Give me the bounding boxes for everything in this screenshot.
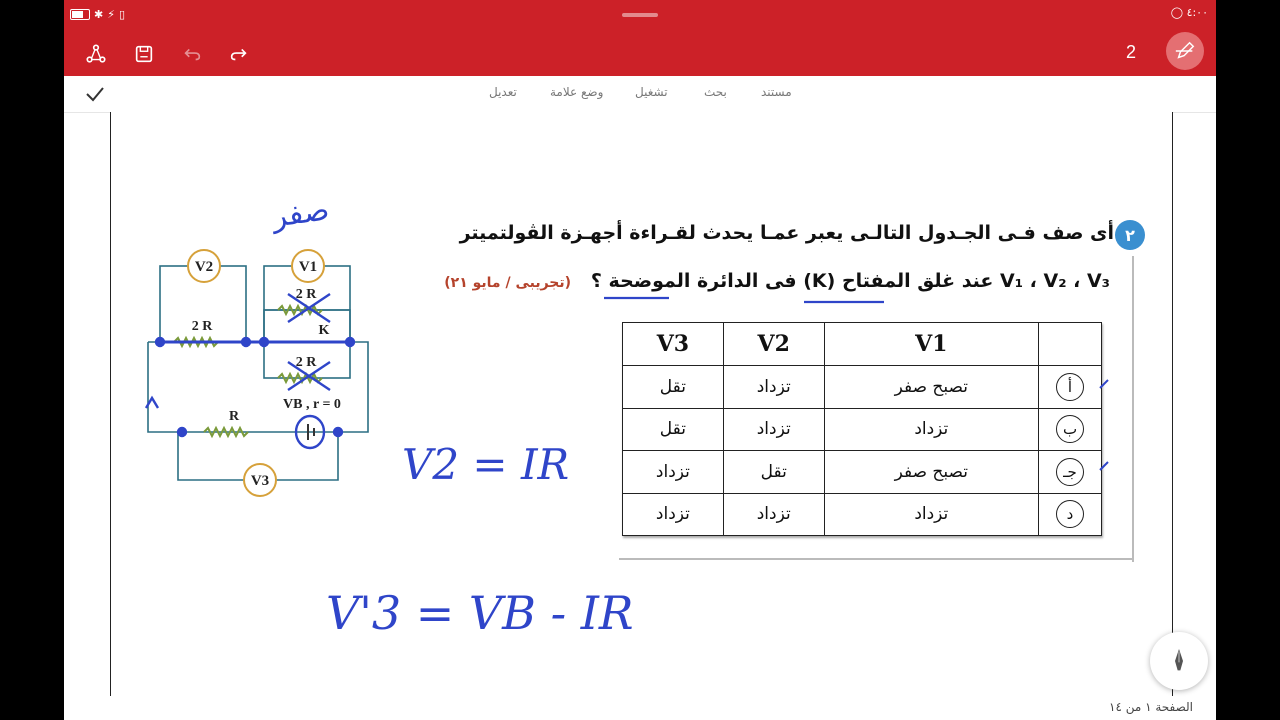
voltmeter-v3-label: V3 (250, 473, 270, 489)
table-cell: تزداد (623, 451, 724, 494)
battery-label: VB , r = 0 (283, 397, 341, 412)
handwritten-equation-2: V'3 = VB - IR (326, 586, 634, 640)
answer-table (622, 322, 1102, 536)
pen-tool-button[interactable] (1166, 32, 1204, 70)
table-header-v2: V2 (723, 323, 824, 366)
table-header-row (623, 323, 1102, 366)
annotation-pen-button[interactable] (1150, 632, 1208, 690)
done-check-icon[interactable] (84, 84, 106, 104)
voltmeter-v1-label: V1 (298, 259, 318, 275)
table-header-v3: V3 (623, 323, 724, 366)
drag-handle[interactable] (622, 13, 658, 17)
table-cell: تزداد (623, 493, 724, 536)
switch-k-label: K (318, 323, 330, 338)
resistor-2r-mid-label: 2 R (295, 355, 317, 370)
table-row[interactable] (623, 493, 1102, 536)
whatsapp-icon: ◯ (1170, 6, 1184, 19)
status-clock: ◯ ٤:٠٠ (1170, 6, 1208, 19)
menu-mark[interactable]: وضع علامة (550, 85, 604, 99)
question-line-2 (434, 270, 1110, 292)
signal-icon: ⚡ (107, 8, 115, 21)
page-indicator: الصفحة ١ من ١٤ (1109, 700, 1194, 714)
status-icons (70, 8, 125, 21)
answer-box-border-bottom (619, 558, 1134, 560)
table-cell: تصبح صفر (824, 366, 1038, 409)
table-cell: تزداد (723, 408, 824, 451)
answer-box-border (1132, 256, 1134, 562)
menu-bar (64, 76, 1216, 113)
resistor-r-label: R (228, 409, 240, 424)
question-line-2-text: V₁ ، V₂ ، V₃ عند غلق المفتاح (K) فى الدائرة الموضحة ؟ (590, 270, 1110, 292)
save-icon[interactable] (130, 40, 158, 68)
menu-document[interactable]: مستند (761, 85, 792, 99)
menu-search[interactable]: بحث (704, 85, 727, 99)
option-label: أ (1056, 373, 1084, 401)
app-toolbar (64, 0, 1216, 76)
handwritten-equation-1: V2 = IR (402, 440, 570, 489)
table-cell: تزداد (723, 493, 824, 536)
table-cell: تزداد (824, 408, 1038, 451)
question-line-1: أى صف فـى الجـدول التالـى يعبر عمـا يحدث لقـراءة أجهـزة الڤولتميتر (459, 222, 1114, 244)
table-cell: تزداد (824, 493, 1038, 536)
option-label: جـ (1056, 458, 1084, 486)
option-label: د (1056, 500, 1084, 528)
undo-icon[interactable] (178, 40, 206, 68)
option-label: ب (1056, 415, 1084, 443)
underline-annotation (584, 290, 904, 310)
voltmeter-v2-label: V2 (194, 259, 214, 275)
resistor-2r-left-label: 2 R (191, 319, 213, 334)
table-row[interactable] (623, 451, 1102, 494)
table-row[interactable] (623, 408, 1102, 451)
menu-edit[interactable]: تعديل (489, 85, 517, 99)
handwritten-zero: صفر (269, 192, 332, 235)
resistor-2r-top-label: 2 R (295, 287, 317, 302)
table-header-label (1039, 323, 1102, 366)
share-icon[interactable] (82, 40, 110, 68)
table-row[interactable] (623, 366, 1102, 409)
battery-icon (70, 9, 90, 20)
pen-icon (1174, 40, 1196, 62)
fountain-pen-icon (1171, 644, 1187, 678)
question-number: ٢ (1115, 220, 1145, 250)
question-source: (تجريبى / مايو ٢١) (444, 275, 572, 291)
table-cell: تقل (723, 451, 824, 494)
redo-icon[interactable] (225, 40, 253, 68)
table-cell: تصبح صفر (824, 451, 1038, 494)
sim-icon: ▯ (118, 8, 126, 21)
menu-play[interactable]: تشغيل (635, 85, 668, 99)
tick-annotations (1094, 370, 1114, 480)
table-cell: تزداد (723, 366, 824, 409)
table-header-v1: V1 (824, 323, 1038, 366)
table-cell: تقل (623, 366, 724, 409)
bluetooth-icon: ✱ (94, 8, 104, 21)
page-number: 2 (1126, 42, 1137, 62)
pdf-viewer-screen (64, 0, 1216, 720)
table-cell: تقل (623, 408, 724, 451)
